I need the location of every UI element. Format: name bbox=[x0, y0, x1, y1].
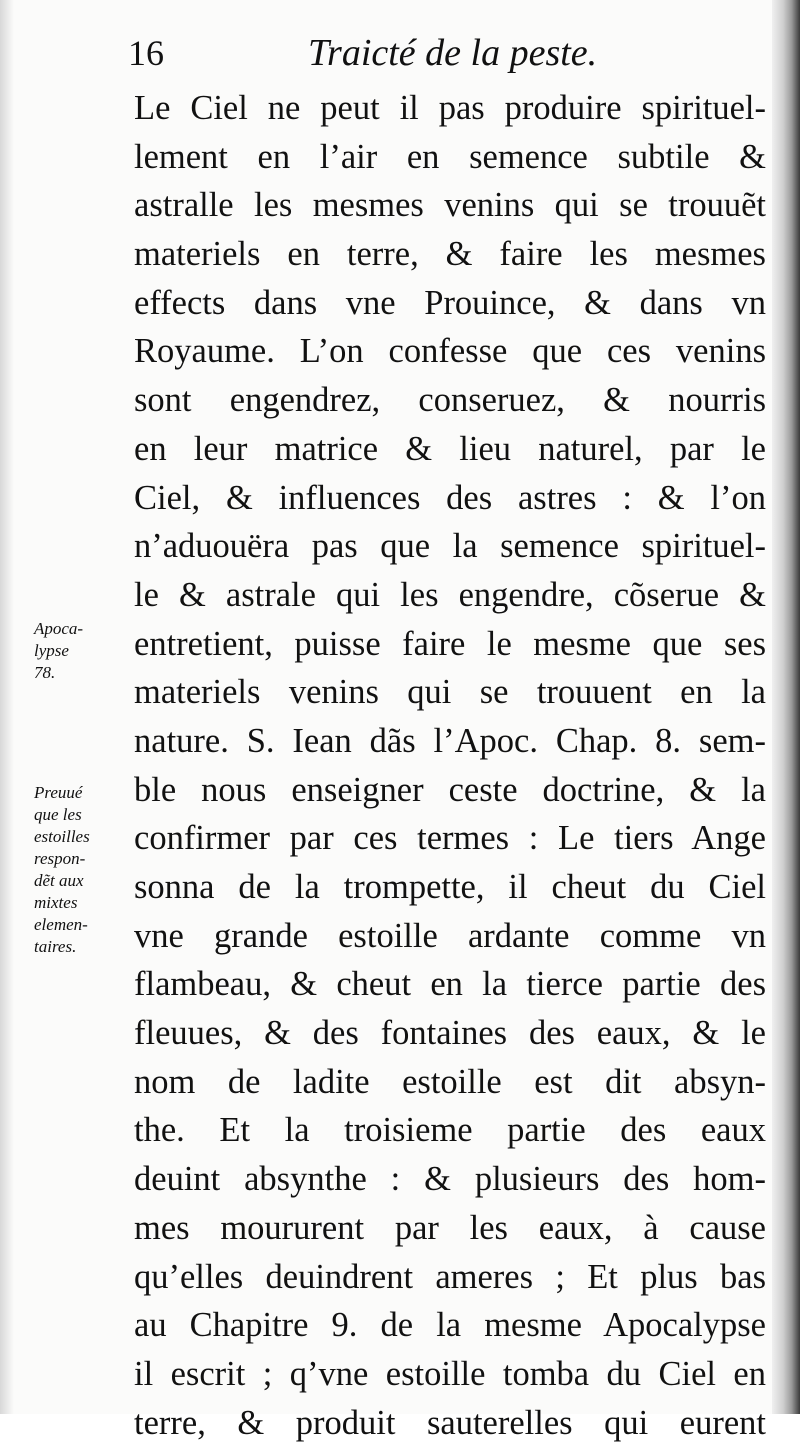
text-line: mes moururent par les eaux, à cause bbox=[134, 1208, 766, 1247]
running-title: Traicté de la peste. bbox=[308, 32, 598, 74]
text-line: flambeau, & cheut en la tierce partie des bbox=[134, 965, 766, 1004]
text-line: nature. S. Iean dãs l’Apoc. Chap. 8. sem- bbox=[134, 721, 766, 760]
margin-note-line: 78. bbox=[34, 663, 56, 682]
text-line: sonna de la trompette, il cheut du Ciel bbox=[134, 868, 766, 906]
margin-note-line: respon- bbox=[34, 849, 86, 868]
text-line: le & astrale qui les engendre, cõserue & bbox=[134, 575, 766, 614]
margin-note-line: taires. bbox=[34, 937, 77, 956]
text-line: sont engendrez, conseruez, & nourris bbox=[134, 381, 766, 420]
page-number: 16 bbox=[128, 33, 164, 73]
text-line: Le Ciel ne peut il pas produire spirituel- bbox=[134, 89, 766, 127]
text-line: entretient, puisse faire le mesme que ses bbox=[134, 624, 766, 663]
margin-note-line: dẽt aux bbox=[34, 871, 84, 890]
text-line: qu’elles deuindrent ameres ; Et plus bas bbox=[134, 1257, 766, 1296]
text-line: fleuues, & des fontaines des eaux, & le bbox=[134, 1014, 766, 1053]
text-line: en leur matrice & lieu naturel, par le bbox=[134, 429, 766, 468]
text-line: au Chapitre 9. de la mesme Apocalypse bbox=[134, 1306, 766, 1345]
text-line: Ciel, & influences des astres : & l’on bbox=[134, 478, 766, 517]
text-line: confirmer par ces termes : Le tiers Ange bbox=[134, 819, 766, 858]
body-text bbox=[134, 84, 766, 1447]
page-gutter-shadow bbox=[0, 0, 14, 1414]
text-line: n’aduouëra pas que la semence spirituel- bbox=[134, 527, 766, 566]
margin-note-line: Apoca- bbox=[34, 619, 84, 638]
margin-note-line: Preuué bbox=[34, 783, 83, 802]
text-line: vne grande estoille ardante comme vn bbox=[134, 916, 766, 955]
text-line: the. Et la troisieme partie des eaux bbox=[134, 1111, 766, 1150]
margin-note-line: estoilles bbox=[34, 827, 90, 846]
page-edge-shadow bbox=[772, 0, 800, 1414]
text-line: il escrit ; q’vne estoille tomba du Ciel en bbox=[134, 1354, 766, 1393]
text-line: materiels venins qui se trouuent en la bbox=[134, 673, 766, 712]
margin-note-preuue bbox=[34, 782, 128, 958]
margin-note-line: que les bbox=[34, 805, 82, 824]
running-head bbox=[128, 30, 768, 76]
text-line: astralle les mesmes venins qui se trouuẽt bbox=[134, 186, 766, 225]
text-line: deuint absynthe : & plusieurs des hom- bbox=[134, 1160, 766, 1199]
text-line: ble nous enseigner ceste doctrine, & la bbox=[134, 770, 766, 809]
margin-note-apocalypse bbox=[34, 618, 128, 684]
margin-note-line: mixtes bbox=[34, 893, 78, 912]
text-line: Royaume. L’on confesse que ces venins bbox=[134, 332, 766, 371]
text-line: materiels en terre, & faire les mesmes bbox=[134, 235, 766, 274]
margin-note-line: elemen- bbox=[34, 915, 88, 934]
text-line: effects dans vne Prouince, & dans vn bbox=[134, 283, 766, 322]
text-line: lement en l’air en semence subtile & bbox=[134, 137, 766, 176]
margin-note-line: lypse bbox=[34, 641, 69, 660]
text-line: terre, & produit sauterelles qui eurent bbox=[134, 1403, 766, 1442]
text-line: nom de ladite estoille est dit absyn- bbox=[134, 1062, 766, 1101]
